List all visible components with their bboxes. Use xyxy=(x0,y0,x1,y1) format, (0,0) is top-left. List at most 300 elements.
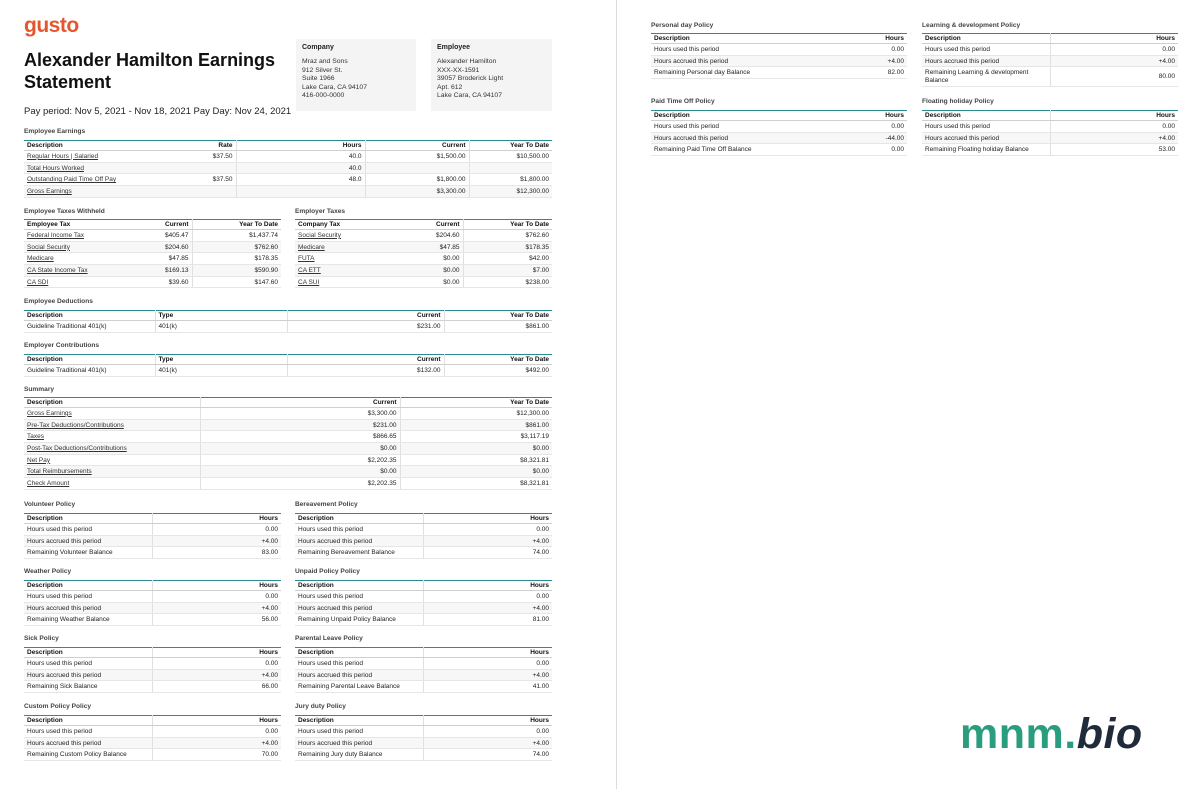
cell: Remaining Personal day Balance xyxy=(651,67,826,79)
company-line: 416-000-0000 xyxy=(302,92,345,100)
table-row xyxy=(295,602,552,614)
bereavement-policy-table xyxy=(295,513,552,559)
table-row xyxy=(24,478,552,490)
table-row xyxy=(24,443,552,455)
cell: 0.00 xyxy=(423,726,552,738)
table-row xyxy=(922,55,1178,67)
col-header: Hours xyxy=(826,34,907,44)
cell: Hours accrued this period xyxy=(651,132,826,144)
col-header: Year To Date xyxy=(400,398,552,408)
cell: $2,202.35 xyxy=(200,454,400,466)
table-row xyxy=(24,408,552,420)
col-header: Current xyxy=(287,311,444,321)
table-row xyxy=(24,431,552,443)
table-row xyxy=(24,419,552,431)
cell: Hours accrued this period xyxy=(922,55,1050,67)
cell: 0.00 xyxy=(826,144,907,156)
tax-link[interactable]: Social Security xyxy=(295,230,381,242)
cell: 56.00 xyxy=(152,614,281,626)
bereavement-policy-title: Bereavement Policy xyxy=(295,501,358,508)
emp-taxes-table xyxy=(24,219,281,288)
table-row xyxy=(24,186,552,198)
cell: 0.00 xyxy=(152,591,281,603)
employee-line: XXX-XX-1591 xyxy=(437,66,480,74)
table-row xyxy=(24,230,281,242)
er-taxes-title: Employer Taxes xyxy=(295,208,346,215)
cell: +4.00 xyxy=(423,669,552,681)
table-row xyxy=(295,230,552,242)
col-header: Hours xyxy=(423,581,552,591)
table-row xyxy=(922,44,1178,56)
col-header: Description xyxy=(24,311,155,321)
floating-policy-table xyxy=(922,110,1178,156)
cell: 0.00 xyxy=(152,726,281,738)
volunteer-policy-title: Volunteer Policy xyxy=(24,501,76,508)
company-line: Suite 1966 xyxy=(302,75,335,83)
col-header: Hours xyxy=(423,716,552,726)
col-header: Description xyxy=(922,34,1050,44)
table-row xyxy=(651,121,907,133)
cell: Hours accrued this period xyxy=(295,602,423,614)
summary-link[interactable]: Gross Earnings xyxy=(24,408,200,420)
col-header: Hours xyxy=(826,111,907,121)
cell: $590.90 xyxy=(192,265,281,277)
cell: Hours accrued this period xyxy=(24,535,152,547)
cell: Hours used this period xyxy=(24,591,152,603)
col-header: Current xyxy=(381,220,463,230)
cell: Hours used this period xyxy=(922,44,1050,56)
parental-policy-table xyxy=(295,647,552,693)
company-label: Company xyxy=(302,44,334,51)
volunteer-policy-table xyxy=(24,513,281,559)
employee-line: Apt. 612 xyxy=(437,83,463,91)
deductions-title: Employee Deductions xyxy=(24,298,93,305)
table-row xyxy=(295,591,552,603)
cell: $231.00 xyxy=(287,321,444,333)
cell: $0.00 xyxy=(400,443,552,455)
table-row xyxy=(24,591,281,603)
tax-link[interactable]: Federal Income Tax xyxy=(24,230,110,242)
cell: $47.85 xyxy=(381,241,463,253)
cell: $861.00 xyxy=(444,321,552,333)
summary-link[interactable]: Post-Tax Deductions/Contributions xyxy=(24,443,200,455)
table-row xyxy=(922,144,1178,156)
cell: Hours used this period xyxy=(295,726,423,738)
col-header: Description xyxy=(24,716,152,726)
watermark-text-b: bio xyxy=(1076,710,1143,758)
cell: $762.60 xyxy=(192,241,281,253)
cell: Hours used this period xyxy=(24,726,152,738)
col-header: Rate xyxy=(162,141,236,151)
table-row xyxy=(651,67,907,79)
cell xyxy=(236,186,365,198)
personal-policy-title: Personal day Policy xyxy=(651,22,714,29)
cell: $7.00 xyxy=(463,265,552,277)
table-row xyxy=(295,681,552,693)
cell: $0.00 xyxy=(381,265,463,277)
cell: $405.47 xyxy=(110,230,192,242)
table-row xyxy=(295,535,552,547)
tax-link[interactable]: CA SDI xyxy=(24,276,110,288)
cell: 74.00 xyxy=(423,749,552,761)
cell: 48.0 xyxy=(236,174,365,186)
table-row xyxy=(24,151,552,163)
employee-info xyxy=(431,39,552,111)
cell: -44.00 xyxy=(826,132,907,144)
cell: $47.85 xyxy=(110,253,192,265)
company-line: Mraz and Sons xyxy=(302,58,348,66)
table-row xyxy=(295,253,552,265)
parental-policy-title: Parental Leave Policy xyxy=(295,635,363,642)
col-header: Current xyxy=(365,141,469,151)
earnings-link[interactable]: Regular Hours | Salaried xyxy=(24,151,162,163)
cell: +4.00 xyxy=(826,55,907,67)
cell: $1,500.00 xyxy=(365,151,469,163)
summary-title: Summary xyxy=(24,386,55,393)
earnings-link[interactable]: Total Hours Worked xyxy=(24,162,162,174)
cell: Remaining Custom Policy Balance xyxy=(24,749,152,761)
col-header: Hours xyxy=(152,716,281,726)
watermark-logo xyxy=(960,710,1143,759)
cell: +4.00 xyxy=(423,737,552,749)
cell: Hours accrued this period xyxy=(295,669,423,681)
table-row xyxy=(24,614,281,626)
cell: $42.00 xyxy=(463,253,552,265)
table-row xyxy=(922,132,1178,144)
pay-period: Pay period: Nov 5, 2021 - Nov 18, 2021 Pay Day: Nov 24, 2021 xyxy=(24,106,292,117)
table-row xyxy=(295,726,552,738)
contributions-title: Employer Contributions xyxy=(24,342,100,349)
table-row xyxy=(24,466,552,478)
cell: $8,321.81 xyxy=(400,478,552,490)
learning-policy-table xyxy=(922,33,1178,87)
cell: $10,500.00 xyxy=(469,151,552,163)
summary-link[interactable]: Check Amount xyxy=(24,478,200,490)
table-row xyxy=(24,524,281,536)
col-header: Description xyxy=(24,581,152,591)
er-taxes-table xyxy=(295,219,552,288)
contributions-table xyxy=(24,354,552,377)
cell: $169.13 xyxy=(110,265,192,277)
floating-policy-title: Floating holiday Policy xyxy=(922,98,994,105)
cell: Hours used this period xyxy=(24,658,152,670)
col-header: Year To Date xyxy=(444,311,552,321)
col-header: Description xyxy=(24,648,152,658)
table-row xyxy=(295,265,552,277)
table-row xyxy=(24,535,281,547)
cell: Remaining Jury duty Balance xyxy=(295,749,423,761)
col-header: Company Tax xyxy=(295,220,381,230)
cell: +4.00 xyxy=(423,535,552,547)
table-row xyxy=(651,55,907,67)
cell: 0.00 xyxy=(1050,121,1178,133)
tax-link[interactable]: Medicare xyxy=(295,241,381,253)
cell: Hours used this period xyxy=(651,121,826,133)
col-header: Description xyxy=(651,34,826,44)
cell: 0.00 xyxy=(423,591,552,603)
table-row xyxy=(24,454,552,466)
col-header: Hours xyxy=(423,648,552,658)
cell xyxy=(365,162,469,174)
cell: $147.60 xyxy=(192,276,281,288)
table-row xyxy=(24,547,281,559)
cell: $3,117.19 xyxy=(400,431,552,443)
col-header: Description xyxy=(24,141,162,151)
cell xyxy=(162,186,236,198)
cell: $231.00 xyxy=(200,419,400,431)
tax-link[interactable]: Social Security xyxy=(24,241,110,253)
cell: $762.60 xyxy=(463,230,552,242)
table-row xyxy=(295,276,552,288)
cell: 74.00 xyxy=(423,547,552,559)
cell: 0.00 xyxy=(423,658,552,670)
cell: Hours accrued this period xyxy=(24,669,152,681)
cell: 0.00 xyxy=(826,44,907,56)
cell: 41.00 xyxy=(423,681,552,693)
col-header: Description xyxy=(295,716,423,726)
custom-policy-table xyxy=(24,715,281,761)
table-row xyxy=(295,524,552,536)
cell: $178.35 xyxy=(463,241,552,253)
col-header: Hours xyxy=(152,648,281,658)
cell: $238.00 xyxy=(463,276,552,288)
cell: Remaining Paid Time Off Balance xyxy=(651,144,826,156)
col-header: Hours xyxy=(152,581,281,591)
table-row xyxy=(295,749,552,761)
jury-policy-title: Jury duty Policy xyxy=(295,703,346,710)
cell xyxy=(162,162,236,174)
earnings-table xyxy=(24,140,552,198)
cell: Hours used this period xyxy=(295,524,423,536)
weather-policy-title: Weather Policy xyxy=(24,568,72,575)
cell: $0.00 xyxy=(381,253,463,265)
cell: Hours accrued this period xyxy=(295,737,423,749)
col-header: Current xyxy=(287,355,444,365)
cell: $866.65 xyxy=(200,431,400,443)
cell: $861.00 xyxy=(400,419,552,431)
col-header: Hours xyxy=(423,514,552,524)
cell: +4.00 xyxy=(152,602,281,614)
cell: Hours used this period xyxy=(651,44,826,56)
personal-policy-table xyxy=(651,33,907,79)
cell: Hours accrued this period xyxy=(295,535,423,547)
cell: $178.35 xyxy=(192,253,281,265)
col-header: Year To Date xyxy=(463,220,552,230)
cell: Hours accrued this period xyxy=(24,737,152,749)
cell: Remaining Floating holiday Balance xyxy=(922,144,1050,156)
table-row xyxy=(651,44,907,56)
gusto-logo: gusto xyxy=(24,14,79,37)
cell: Remaining Sick Balance xyxy=(24,681,152,693)
table-row xyxy=(24,265,281,277)
cell: $0.00 xyxy=(400,466,552,478)
col-header: Year To Date xyxy=(444,355,552,365)
unpaid-policy-title: Unpaid Policy Policy xyxy=(295,568,360,575)
table-row xyxy=(24,162,552,174)
cell: $3,300.00 xyxy=(365,186,469,198)
col-header: Description xyxy=(295,648,423,658)
cell: Hours accrued this period xyxy=(24,602,152,614)
col-header: Description xyxy=(24,398,200,408)
cell: 0.00 xyxy=(152,524,281,536)
cell: $8,321.81 xyxy=(400,454,552,466)
cell: 66.00 xyxy=(152,681,281,693)
company-line: 912 Silver St. xyxy=(302,66,343,74)
employee-line: 39057 Broderick Light xyxy=(437,75,504,83)
tax-link[interactable]: Medicare xyxy=(24,253,110,265)
cell: Remaining Unpaid Policy Balance xyxy=(295,614,423,626)
company-line: Lake Cara, CA 94107 xyxy=(302,83,367,91)
col-header: Description xyxy=(922,111,1050,121)
cell: $1,800.00 xyxy=(469,174,552,186)
table-row xyxy=(651,144,907,156)
table-row xyxy=(24,681,281,693)
table-row xyxy=(24,365,552,377)
summary-link[interactable]: Net Pay xyxy=(24,454,200,466)
cell: +4.00 xyxy=(423,602,552,614)
pto-policy-table xyxy=(651,110,907,156)
earnings-title: Employee Earnings xyxy=(24,128,86,135)
cell: $12,300.00 xyxy=(400,408,552,420)
employee-label: Employee xyxy=(437,44,471,51)
cell: Hours used this period xyxy=(922,121,1050,133)
table-row xyxy=(24,737,281,749)
col-header: Year To Date xyxy=(192,220,281,230)
cell: +4.00 xyxy=(1050,55,1178,67)
cell: +4.00 xyxy=(1050,132,1178,144)
table-row xyxy=(295,547,552,559)
summary-link[interactable]: Pre-Tax Deductions/Contributions xyxy=(24,419,200,431)
cell: Remaining Parental Leave Balance xyxy=(295,681,423,693)
jury-policy-table xyxy=(295,715,552,761)
table-row xyxy=(24,321,552,333)
cell: $0.00 xyxy=(381,276,463,288)
cell: $2,202.35 xyxy=(200,478,400,490)
col-header: Description xyxy=(24,514,152,524)
cell: $12,300.00 xyxy=(469,186,552,198)
table-row xyxy=(295,658,552,670)
col-header: Description xyxy=(651,111,826,121)
cell: $1,437.74 xyxy=(192,230,281,242)
cell: $204.60 xyxy=(381,230,463,242)
emp-taxes-title: Employee Taxes Withheld xyxy=(24,208,105,215)
cell: 401(k) xyxy=(155,321,287,333)
cell: 0.00 xyxy=(826,121,907,133)
cell: 80.00 xyxy=(1050,67,1178,87)
cell: $492.00 xyxy=(444,365,552,377)
cell: $204.60 xyxy=(110,241,192,253)
page-title: Alexander Hamilton Earnings Statement xyxy=(24,50,276,92)
table-row xyxy=(295,614,552,626)
tax-link[interactable]: CA SUI xyxy=(295,276,381,288)
cell: 401(k) xyxy=(155,365,287,377)
cell: Hours accrued this period xyxy=(922,132,1050,144)
pto-policy-title: Paid Time Off Policy xyxy=(651,98,715,105)
cell xyxy=(469,162,552,174)
weather-policy-table xyxy=(24,580,281,626)
col-header: Description xyxy=(295,581,423,591)
cell: Guideline Traditional 401(k) xyxy=(24,365,155,377)
cell: Guideline Traditional 401(k) xyxy=(24,321,155,333)
employee-line: Lake Cara, CA 94107 xyxy=(437,92,502,100)
unpaid-policy-table xyxy=(295,580,552,626)
table-row xyxy=(295,241,552,253)
cell: 0.00 xyxy=(152,658,281,670)
tax-link[interactable]: CA ETT xyxy=(295,265,381,277)
watermark-text-a: mnm. xyxy=(960,710,1077,758)
cell: 0.00 xyxy=(423,524,552,536)
col-header: Year To Date xyxy=(469,141,552,151)
cell: Hours used this period xyxy=(24,524,152,536)
tax-link[interactable]: FUTA xyxy=(295,253,381,265)
cell: $3,300.00 xyxy=(200,408,400,420)
cell: Remaining Bereavement Balance xyxy=(295,547,423,559)
cell: $0.00 xyxy=(200,466,400,478)
cell: 40.0 xyxy=(236,151,365,163)
cell: +4.00 xyxy=(152,737,281,749)
summary-link[interactable]: Taxes xyxy=(24,431,200,443)
cell: $132.00 xyxy=(287,365,444,377)
statement-page-2 xyxy=(618,0,1189,789)
earnings-link[interactable]: Outstanding Paid Time Off Pay xyxy=(24,174,162,186)
summary-table xyxy=(24,397,552,490)
col-header: Hours xyxy=(236,141,365,151)
cell: $37.50 xyxy=(162,174,236,186)
earnings-link[interactable]: Gross Earnings xyxy=(24,186,162,198)
col-header: Current xyxy=(200,398,400,408)
cell: $0.00 xyxy=(200,443,400,455)
summary-link[interactable]: Total Reimbursements xyxy=(24,466,200,478)
employee-line: Alexander Hamilton xyxy=(437,58,497,66)
cell: Hours used this period xyxy=(295,591,423,603)
cell: 0.00 xyxy=(1050,44,1178,56)
table-row xyxy=(24,602,281,614)
table-row xyxy=(295,737,552,749)
table-row xyxy=(295,669,552,681)
col-header: Hours xyxy=(152,514,281,524)
cell: +4.00 xyxy=(152,535,281,547)
table-row xyxy=(24,726,281,738)
cell: $39.60 xyxy=(110,276,192,288)
custom-policy-title: Custom Policy Policy xyxy=(24,703,92,710)
col-header: Type xyxy=(155,311,287,321)
table-row xyxy=(922,121,1178,133)
table-row xyxy=(24,174,552,186)
col-header: Hours xyxy=(1050,34,1178,44)
learning-policy-title: Learning & development Policy xyxy=(922,22,1021,29)
table-row xyxy=(24,749,281,761)
cell: $1,800.00 xyxy=(365,174,469,186)
sick-policy-table xyxy=(24,647,281,693)
table-row xyxy=(24,658,281,670)
table-row xyxy=(24,276,281,288)
cell: 53.00 xyxy=(1050,144,1178,156)
table-row xyxy=(24,669,281,681)
col-header: Type xyxy=(155,355,287,365)
cell: Hours used this period xyxy=(295,658,423,670)
table-row xyxy=(24,241,281,253)
cell: Remaining Learning & development Balance xyxy=(922,67,1050,87)
col-header: Employee Tax xyxy=(24,220,110,230)
table-row xyxy=(651,132,907,144)
cell: 83.00 xyxy=(152,547,281,559)
cell: $37.50 xyxy=(162,151,236,163)
col-header: Description xyxy=(295,514,423,524)
cell: 81.00 xyxy=(423,614,552,626)
tax-link[interactable]: CA State Income Tax xyxy=(24,265,110,277)
cell: Remaining Volunteer Balance xyxy=(24,547,152,559)
cell: 70.00 xyxy=(152,749,281,761)
